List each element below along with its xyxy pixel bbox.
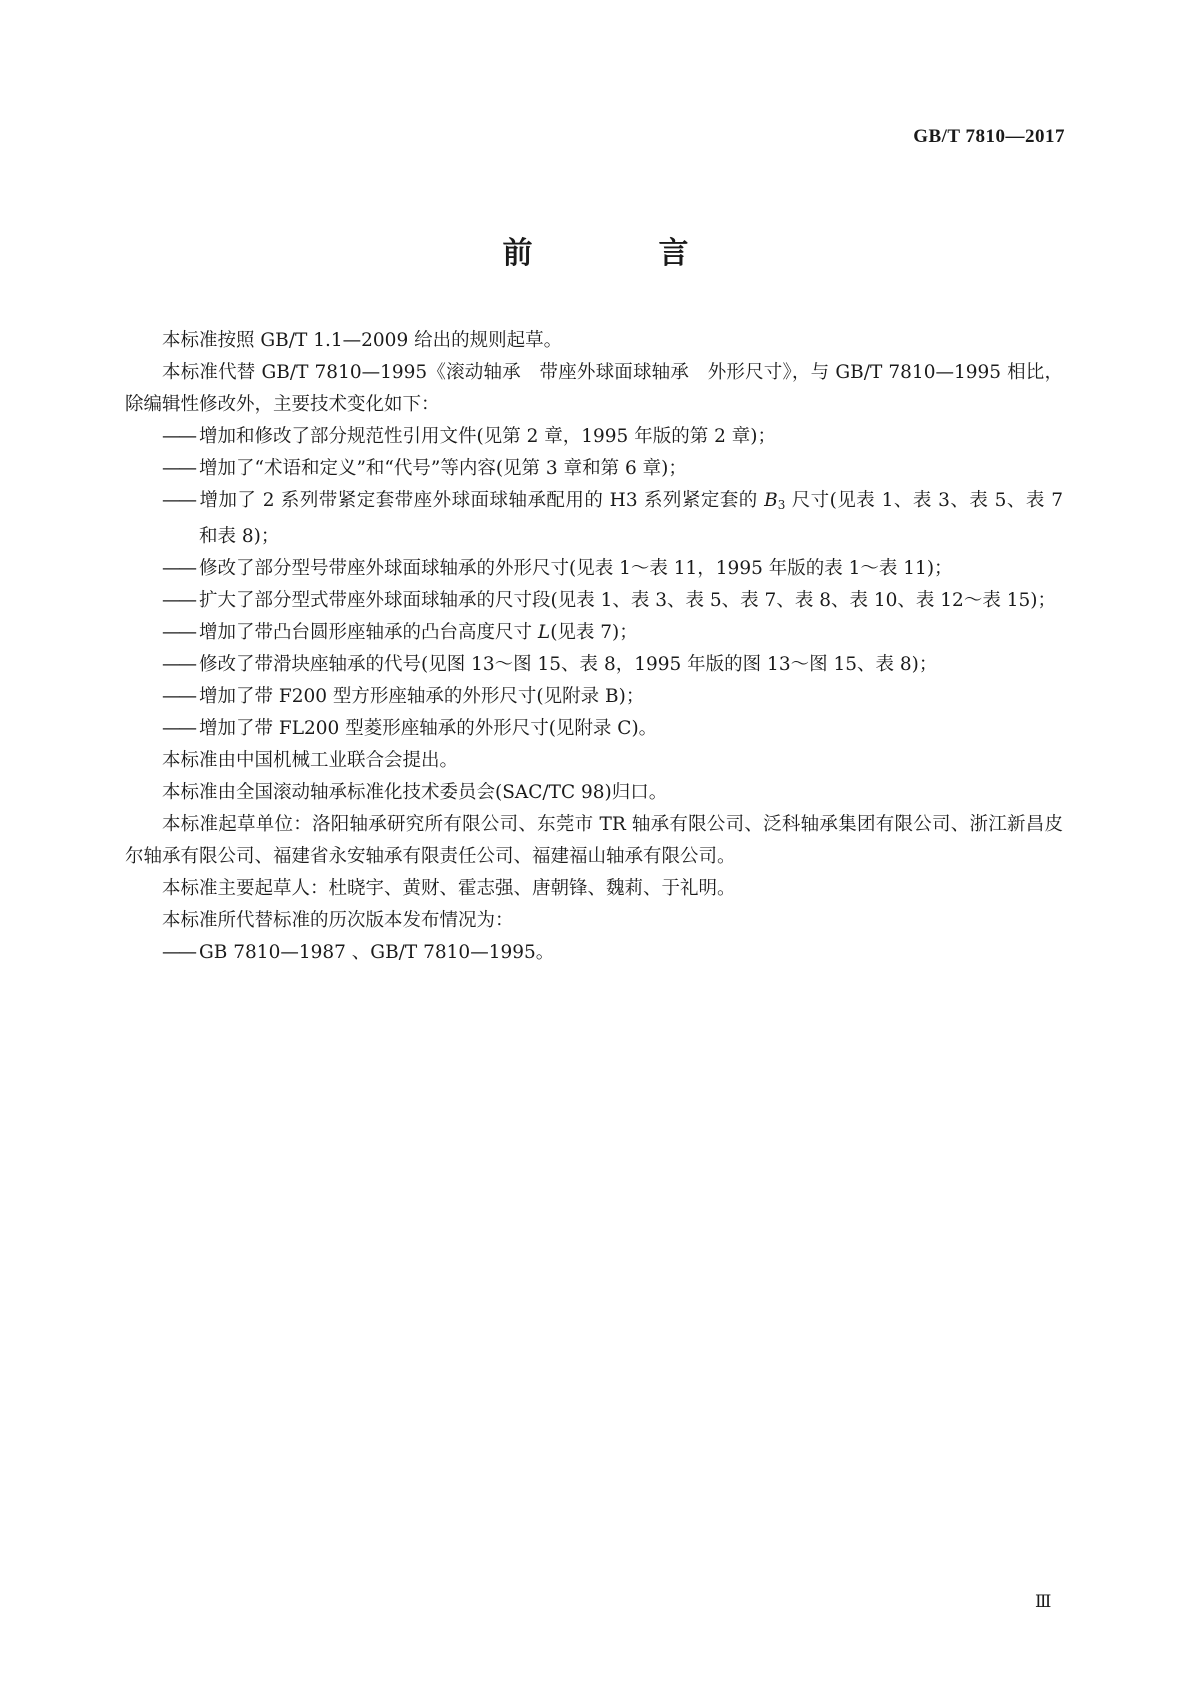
change-item — [125, 713, 1063, 745]
dash-marker: —— — [162, 558, 195, 579]
change-item — [125, 585, 1063, 617]
symbol: B — [764, 490, 778, 511]
item-text: 修改了带滑块座轴承的代号(见图 13～图 15、表 8，1995 年版的图 13～图 15、表 8)； — [199, 654, 938, 675]
change-item — [125, 485, 1063, 553]
item-text: GB 7810—1987 、GB/T 7810—1995。 — [199, 942, 555, 963]
dash-marker: —— — [162, 654, 195, 675]
change-item — [125, 421, 1063, 453]
item-text: 增加了带凸台圆形座轴承的凸台高度尺寸 — [199, 622, 538, 643]
item-text: 增加和修改了部分规范性引用文件(见第 2 章，1995 年版的第 2 章)； — [199, 426, 776, 447]
change-item — [125, 681, 1063, 713]
change-item — [125, 553, 1063, 585]
change-item — [125, 617, 1063, 649]
paragraph: 本标准起草单位：洛阳轴承研究所有限公司、东莞市 TR 轴承有限公司、泛科轴承集团有限公司、浙江新昌皮尔轴承有限公司、福建省永安轴承有限责任公司、福建福山轴承有限公司。 — [125, 814, 1063, 867]
dash-marker: —— — [162, 622, 195, 643]
paragraph: 本标准代替 GB/T 7810—1995《滚动轴承 带座外球面球轴承 外形尺寸》，与 GB/T 7810—1995 相比，除编辑性修改外，主要技术变化如下： — [125, 362, 1063, 415]
item-text: 增加了带 F200 型方形座轴承的外形尺寸(见附录 B)； — [199, 686, 645, 707]
page-title: 前 言 — [502, 236, 737, 271]
history-item — [125, 937, 1063, 969]
dash-marker: —— — [162, 718, 195, 739]
foreword-body — [125, 325, 1063, 969]
paragraph: 本标准由全国滚动轴承标准化技术委员会(SAC/TC 98)归口。 — [162, 782, 668, 803]
dash-marker: —— — [162, 942, 195, 963]
item-text: (见表 7)； — [550, 622, 638, 643]
paragraph: 本标准所代替标准的历次版本发布情况为： — [162, 910, 514, 931]
dash-marker: —— — [162, 590, 195, 611]
standard-code: GB/T 7810—2017 — [913, 126, 1065, 147]
change-item — [125, 649, 1063, 681]
paragraph: 本标准按照 GB/T 1.1—2009 给出的规则起草。 — [162, 330, 563, 351]
item-text: 尺寸(见表 1、表 3、表 5、表 7 和表 8)； — [199, 490, 1063, 547]
item-text: 修改了部分型号带座外球面球轴承的外形尺寸(见表 1～表 11，1995 年版的表 1～表 11)； — [199, 558, 953, 579]
dash-marker: —— — [162, 458, 195, 479]
change-item — [125, 453, 1063, 485]
subscript: 3 — [777, 498, 786, 512]
item-text: 增加了 2 系列带紧定套带座外球面球轴承配用的 H3 系列紧定套的 — [199, 490, 765, 511]
page-number: Ⅲ — [1035, 1592, 1052, 1611]
item-text: 增加了“术语和定义”和“代号”等内容(见第 3 章和第 6 章)； — [199, 458, 687, 479]
dash-marker: —— — [162, 490, 195, 511]
symbol: L — [537, 622, 551, 643]
item-text: 扩大了部分型式带座外球面球轴承的尺寸段(见表 1、表 3、表 5、表 7、表 8、表 10、表 12～表 15)； — [199, 590, 1056, 611]
item-text: 增加了带 FL200 型菱形座轴承的外形尺寸(见附录 C)。 — [199, 718, 658, 739]
dash-marker: —— — [162, 426, 195, 447]
paragraph: 本标准主要起草人：杜晓宇、黄财、霍志强、唐朝锋、魏莉、于礼明。 — [162, 878, 736, 899]
paragraph: 本标准由中国机械工业联合会提出。 — [162, 750, 459, 771]
dash-marker: —— — [162, 686, 195, 707]
